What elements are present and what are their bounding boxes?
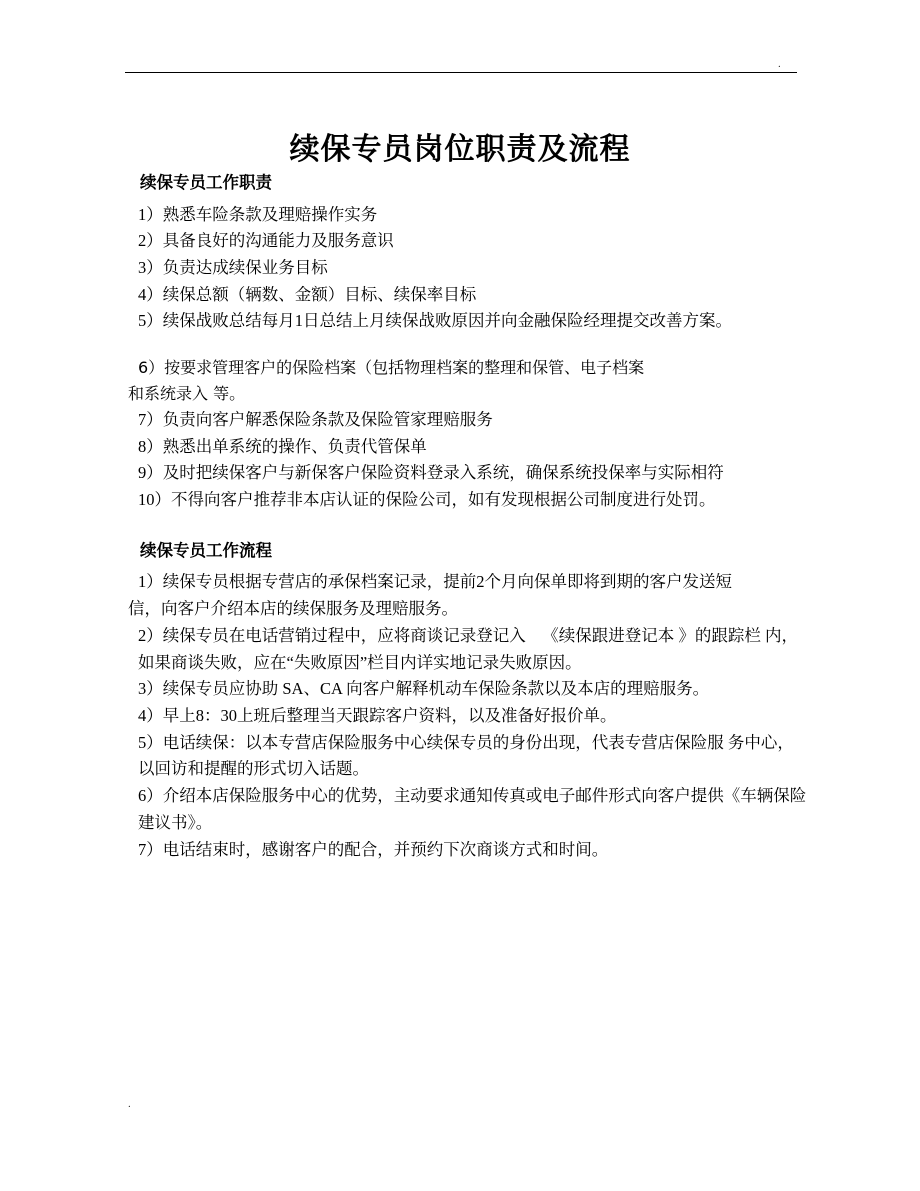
list-item: 9）及时把续保客户与新保客户保险资料登录入系统，确保系统投保率与实际相符 — [138, 463, 724, 483]
section-heading: 续保专员工作职责 — [140, 173, 272, 192]
header-rule — [125, 72, 797, 73]
section-heading: 续保专员工作流程 — [140, 540, 272, 560]
list-item: 6）按要求管理客户的保险档案（包括物理档案的整理和保管、电子档案 — [138, 358, 645, 378]
list-item-continuation: 和系统录入 等。 — [128, 384, 246, 404]
list-item: 2）具备良好的沟通能力及服务意识 — [138, 231, 394, 251]
section-workflow — [128, 538, 808, 863]
list-item: 3）负责达成续保业务目标 — [138, 258, 328, 277]
list-item: 5）续保战败总结每月1日总结上月续保战败原因并向金融保险经理提交改善方案。 — [138, 311, 732, 331]
list-item: 8）熟悉出单系统的操作、负责代管保单 — [138, 436, 427, 456]
section-responsibilities — [128, 170, 808, 514]
list-item: 10）不得向客户推荐非本店认证的保险公司，如有发现根据公司制度进行处罚。 — [138, 490, 716, 510]
list-item: 3）续保专员应协助 SA、CA 向客户解释机动车保险条款以及本店的理赔服务。 — [138, 679, 710, 699]
list-item: 1）熟悉车险条款及理赔操作实务 — [138, 204, 378, 224]
list-item: 6）介绍本店保险服务中心的优势，主动要求通知传真或电子邮件形式向客户提供《车辆保险建议书》。 — [138, 786, 807, 832]
list-item: 7）负责向客户解悉保险条款及保险管家理赔服务 — [138, 409, 493, 429]
header-mark: . — [778, 58, 781, 70]
list-item-continuation: 信，向客户介绍本店的续保服务及理赔服务。 — [128, 599, 458, 619]
list-item: 2）续保专员在电话营销过程中，应将商谈记录登记入 《续保跟进登记本 》的跟踪栏 内，如果商谈失败，应在“失败原因”栏目内详实地记录失败原因。 — [138, 625, 798, 672]
paragraph-spacer — [128, 335, 808, 355]
list-item: 5）电话续保：以本专营店保险服务中心续保专员的身份出现，代表专营店保险服 务中心，以回访和提醒的形式切入话题。 — [138, 732, 794, 779]
list-item: 4）早上8：30上班后整理当天跟踪客户资料，以及准备好报价单。 — [138, 706, 617, 725]
page-title: 续保专员岗位职责及流程 — [289, 132, 631, 168]
list-item: 1）续保专员根据专营店的承保档案记录，提前2个月向保单即将到期的客户发送短 — [138, 572, 732, 592]
footer-mark: . — [128, 1098, 131, 1110]
document-body — [128, 170, 808, 863]
list-item: 4）续保总额（辆数、金额）目标、续保率目标 — [138, 284, 477, 304]
list-item: 7）电话结束时，感谢客户的配合，并预约下次商谈方式和时间。 — [138, 839, 609, 859]
